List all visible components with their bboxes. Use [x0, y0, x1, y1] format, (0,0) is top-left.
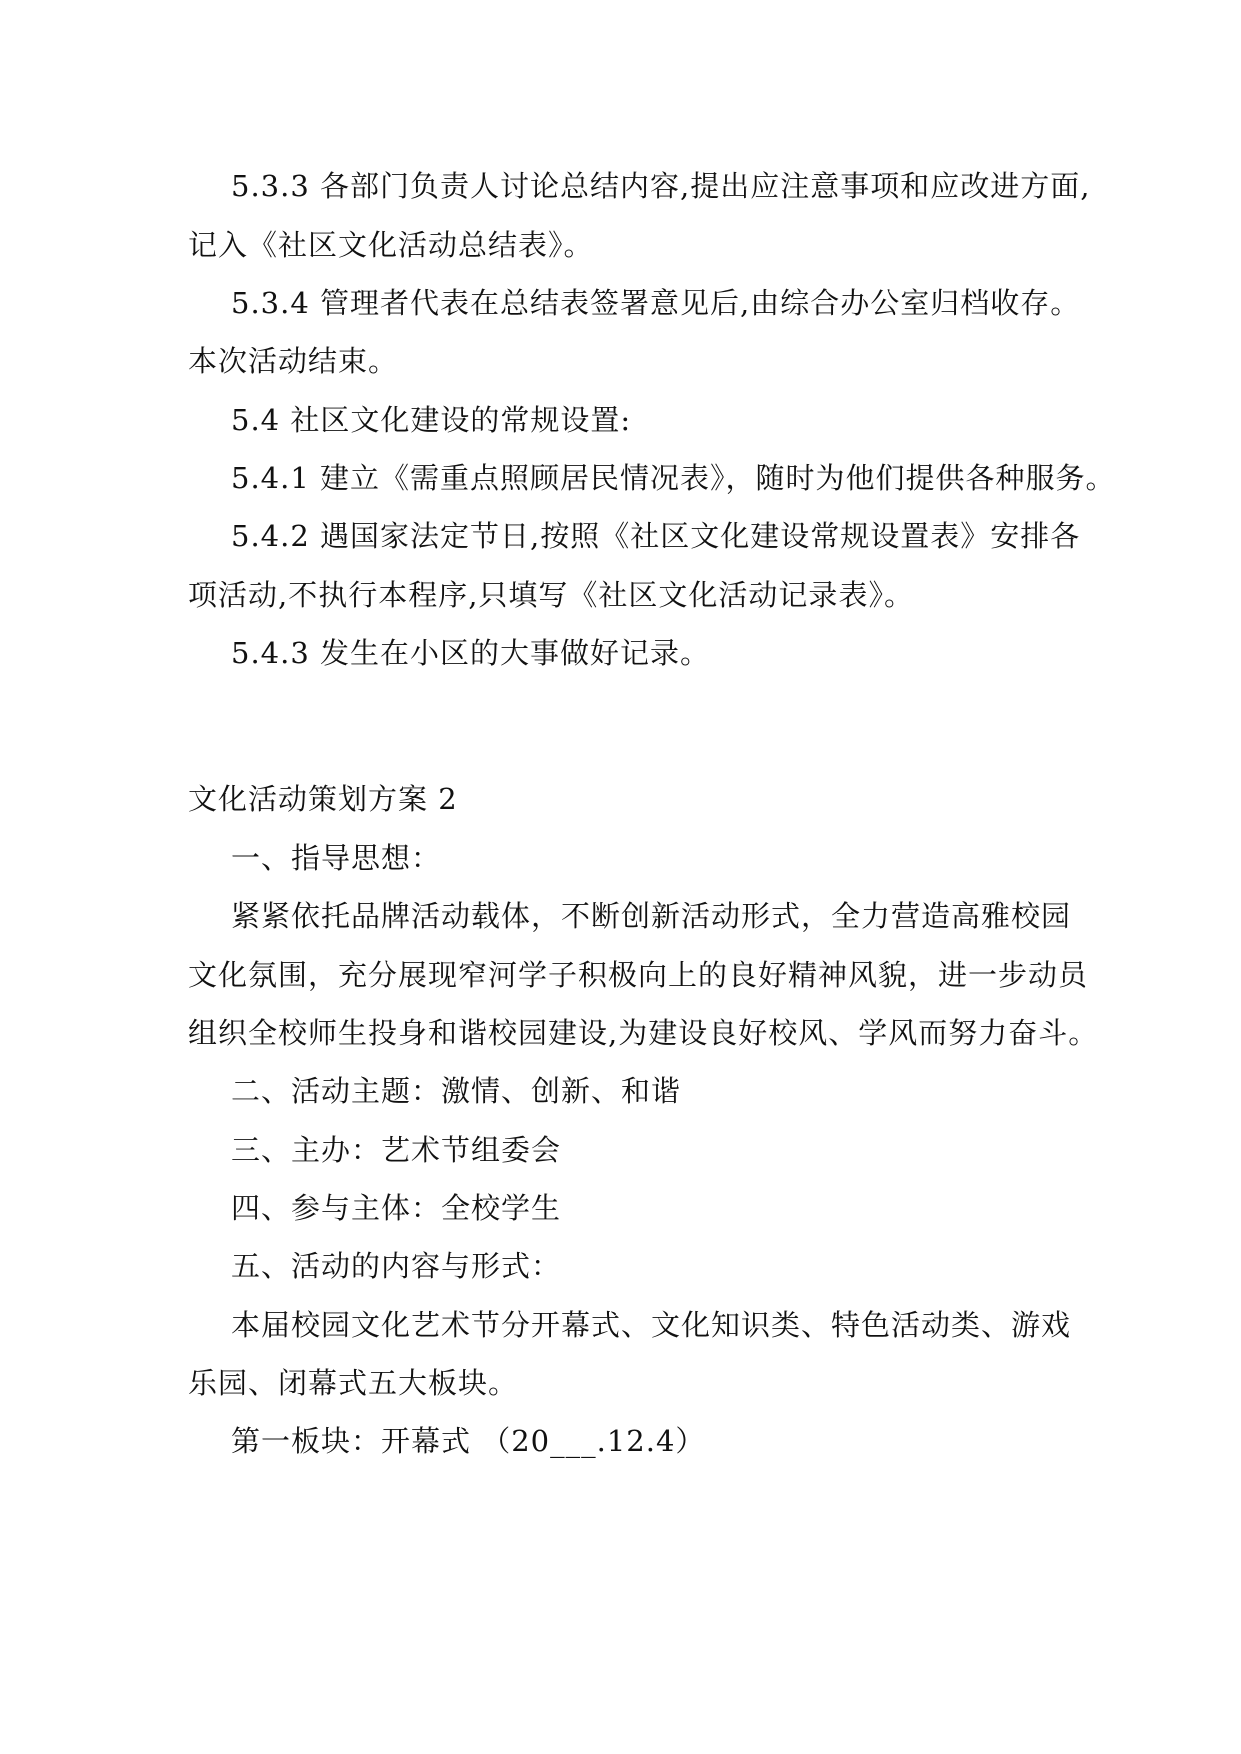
paragraph-line: 5.3.4 管理者代表在总结表签署意见后,由综合办公室归档收存。 [231, 286, 1081, 320]
paragraph-line: 文化氛围，充分展现窄河学子积极向上的良好精神风貌，进一步动员 [188, 958, 1089, 992]
paragraph-line: 5.3.3 各部门负责人讨论总结内容,提出应注意事项和应改进方面, [231, 169, 1091, 203]
heading-organizer: 三、主办：艺术节组委会 [231, 1133, 562, 1167]
heading-activity-theme: 二、活动主题：激情、创新、和谐 [231, 1074, 682, 1108]
heading-participants: 四、参与主体：全校学生 [231, 1191, 562, 1225]
heading-first-section: 第一板块：开幕式 （20___.12.4） [231, 1424, 706, 1458]
section-title: 文化活动策划方案 2 [188, 782, 458, 816]
paragraph-line: 本届校园文化艺术节分开幕式、文化知识类、特色活动类、游戏 [231, 1308, 1072, 1342]
paragraph-line: 5.4.3 发生在小区的大事做好记录。 [231, 636, 711, 670]
paragraph-line: 5.4.2 遇国家法定节日,按照《社区文化建设常规设置表》安排各 [231, 519, 1081, 553]
paragraph-line: 5.4.1 建立《需重点照顾居民情况表》，随时为他们提供各种服务。 [231, 461, 1116, 495]
paragraph-line: 乐园、闭幕式五大板块。 [188, 1366, 519, 1400]
paragraph-line: 组织全校师生投身和谐校园建设,为建设良好校风、学风而努力奋斗。 [188, 1016, 1099, 1050]
paragraph-line: 5.4 社区文化建设的常规设置: [231, 403, 632, 437]
heading-guiding-ideology: 一、指导思想： [231, 841, 442, 875]
paragraph-line: 紧紧依托品牌活动载体，不断创新活动形式，全力营造高雅校园 [231, 899, 1072, 933]
heading-content-form: 五、活动的内容与形式： [231, 1249, 562, 1283]
paragraph-line: 本次活动结束。 [188, 344, 399, 378]
paragraph-line: 项活动,不执行本程序,只填写《社区文化活动记录表》。 [188, 578, 914, 612]
paragraph-line: 记入《社区文化活动总结表》。 [188, 228, 594, 262]
